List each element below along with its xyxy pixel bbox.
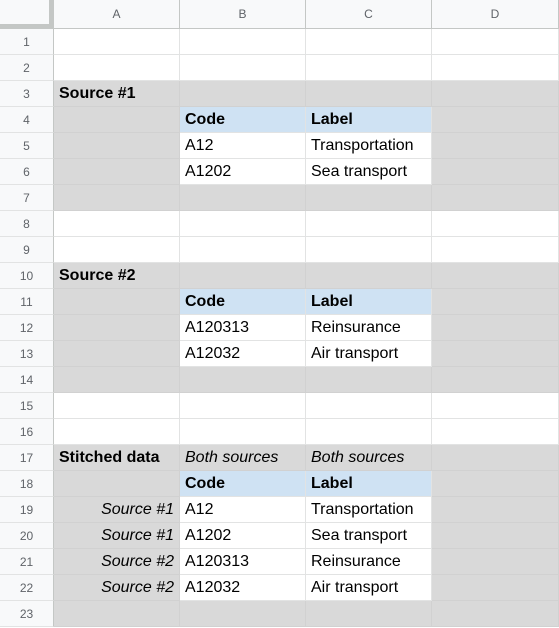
cell-d4[interactable] (432, 107, 559, 133)
cell-a20[interactable] (54, 523, 180, 549)
cell-a10[interactable] (54, 263, 180, 289)
column-header-c[interactable]: C (306, 0, 432, 29)
cell-b17[interactable] (180, 445, 306, 471)
row-header-5[interactable]: 5 (0, 133, 54, 159)
row-header-17[interactable]: 17 (0, 445, 54, 471)
cell-a13[interactable] (54, 341, 180, 367)
cell-b13[interactable] (180, 341, 306, 367)
cell-c11[interactable] (306, 289, 432, 315)
cell-c18[interactable] (306, 471, 432, 497)
cell-a16[interactable] (54, 419, 180, 445)
cell-c17[interactable] (306, 445, 432, 471)
row-header-21[interactable]: 21 (0, 549, 54, 575)
cell-d9[interactable] (432, 237, 559, 263)
cell-text-c20: Sea transport (311, 526, 408, 544)
cell-b5[interactable] (180, 133, 306, 159)
cell-c12[interactable] (306, 315, 432, 341)
cell-c20[interactable] (306, 523, 432, 549)
cell-d16[interactable] (432, 419, 559, 445)
cell-d5[interactable] (432, 133, 559, 159)
cell-b15[interactable] (180, 393, 306, 419)
row-header-2[interactable]: 2 (0, 55, 54, 81)
row-header-9[interactable]: 9 (0, 237, 54, 263)
cell-b11[interactable] (180, 289, 306, 315)
cell-text-b5: A12 (185, 136, 214, 154)
cell-text-b4: Code (185, 110, 225, 128)
cell-d1[interactable] (432, 29, 559, 55)
cell-b3[interactable] (180, 81, 306, 107)
cell-text-c17: Both sources (311, 448, 405, 466)
cell-d3[interactable] (432, 81, 559, 107)
row-header-6[interactable]: 6 (0, 159, 54, 185)
cell-c21[interactable] (306, 549, 432, 575)
cell-d13[interactable] (432, 341, 559, 367)
cell-d19[interactable] (432, 497, 559, 523)
row-header-20[interactable]: 20 (0, 523, 54, 549)
cell-a2[interactable] (54, 55, 180, 81)
row-header-12[interactable]: 12 (0, 315, 54, 341)
cell-a4[interactable] (54, 107, 180, 133)
cell-text-c22: Air transport (311, 578, 399, 596)
cell-d2[interactable] (432, 55, 559, 81)
cell-text-a19: Source #1 (101, 500, 174, 518)
cell-b2[interactable] (180, 55, 306, 81)
cell-text-b17: Both sources (185, 448, 279, 466)
cell-d12[interactable] (432, 315, 559, 341)
cell-c13[interactable] (306, 341, 432, 367)
cell-b12[interactable] (180, 315, 306, 341)
cell-c14[interactable] (306, 367, 432, 393)
cell-a12[interactable] (54, 315, 180, 341)
cell-c3[interactable] (306, 81, 432, 107)
cell-text-b11: Code (185, 292, 225, 310)
cell-c2[interactable] (306, 55, 432, 81)
cell-d8[interactable] (432, 211, 559, 237)
cell-text-b22: A12032 (185, 578, 241, 596)
cell-b10[interactable] (180, 263, 306, 289)
cell-a1[interactable] (54, 29, 180, 55)
cell-a15[interactable] (54, 393, 180, 419)
row-header-13[interactable]: 13 (0, 341, 54, 367)
row-header-18[interactable]: 18 (0, 471, 54, 497)
cell-text-b20: A1202 (185, 526, 232, 544)
cell-d15[interactable] (432, 393, 559, 419)
row-header-14[interactable]: 14 (0, 367, 54, 393)
cell-b19[interactable] (180, 497, 306, 523)
row-header-3[interactable]: 3 (0, 81, 54, 107)
row-header-11[interactable]: 11 (0, 289, 54, 315)
row-header-1[interactable]: 1 (0, 29, 54, 55)
cell-d23[interactable] (432, 601, 559, 627)
cell-a6[interactable] (54, 159, 180, 185)
freeze-handle-horizontal[interactable] (0, 24, 54, 28)
cell-c1[interactable] (306, 29, 432, 55)
cell-a11[interactable] (54, 289, 180, 315)
cell-d14[interactable] (432, 367, 559, 393)
cell-c23[interactable] (306, 601, 432, 627)
cell-d21[interactable] (432, 549, 559, 575)
cell-text-a3: Source #1 (59, 84, 136, 102)
cell-b18[interactable] (180, 471, 306, 497)
cell-text-c21: Reinsurance (311, 552, 401, 570)
cell-c10[interactable] (306, 263, 432, 289)
cell-c6[interactable] (306, 159, 432, 185)
cell-text-c4: Label (311, 110, 353, 128)
cell-b23[interactable] (180, 601, 306, 627)
cell-a22[interactable] (54, 575, 180, 601)
cell-d7[interactable] (432, 185, 559, 211)
select-all-corner[interactable] (0, 0, 54, 29)
cell-d18[interactable] (432, 471, 559, 497)
cell-d20[interactable] (432, 523, 559, 549)
cell-a8[interactable] (54, 211, 180, 237)
cell-a7[interactable] (54, 185, 180, 211)
row-header-23[interactable]: 23 (0, 601, 54, 627)
cell-a17[interactable] (54, 445, 180, 471)
cell-b20[interactable] (180, 523, 306, 549)
cell-text-a21: Source #2 (101, 552, 174, 570)
cell-b16[interactable] (180, 419, 306, 445)
cell-text-b18: Code (185, 474, 225, 492)
cell-b14[interactable] (180, 367, 306, 393)
cell-c8[interactable] (306, 211, 432, 237)
cell-b7[interactable] (180, 185, 306, 211)
cell-c5[interactable] (306, 133, 432, 159)
cell-text-c6: Sea transport (311, 162, 408, 180)
row-header-4[interactable]: 4 (0, 107, 54, 133)
cell-a9[interactable] (54, 237, 180, 263)
cell-c15[interactable] (306, 393, 432, 419)
cell-b6[interactable] (180, 159, 306, 185)
cell-text-a17: Stitched data (59, 448, 160, 466)
cell-c4[interactable] (306, 107, 432, 133)
cell-a23[interactable] (54, 601, 180, 627)
cell-text-c12: Reinsurance (311, 318, 401, 336)
cell-d10[interactable] (432, 263, 559, 289)
cell-text-b21: A120313 (185, 552, 250, 570)
cell-d11[interactable] (432, 289, 559, 315)
cell-c9[interactable] (306, 237, 432, 263)
cell-c7[interactable] (306, 185, 432, 211)
cell-d6[interactable] (432, 159, 559, 185)
cell-a5[interactable] (54, 133, 180, 159)
cell-b9[interactable] (180, 237, 306, 263)
cell-text-c19: Transportation (311, 500, 414, 518)
cell-text-a10: Source #2 (59, 266, 136, 284)
row-header-16[interactable]: 16 (0, 419, 54, 445)
cell-d17[interactable] (432, 445, 559, 471)
row-header-19[interactable]: 19 (0, 497, 54, 523)
cell-c16[interactable] (306, 419, 432, 445)
row-header-8[interactable]: 8 (0, 211, 54, 237)
column-header-a[interactable]: A (54, 0, 180, 29)
cell-text-c18: Label (311, 474, 353, 492)
row-header-22[interactable]: 22 (0, 575, 54, 601)
cell-text-b19: A12 (185, 500, 214, 518)
cell-a14[interactable] (54, 367, 180, 393)
cell-a3[interactable] (54, 81, 180, 107)
cell-b4[interactable] (180, 107, 306, 133)
cell-a18[interactable] (54, 471, 180, 497)
cell-a19[interactable] (54, 497, 180, 523)
cell-a21[interactable] (54, 549, 180, 575)
column-header-d[interactable]: D (432, 0, 559, 29)
cell-c19[interactable] (306, 497, 432, 523)
cell-text-c13: Air transport (311, 344, 399, 362)
cell-b1[interactable] (180, 29, 306, 55)
cell-d22[interactable] (432, 575, 559, 601)
cell-b8[interactable] (180, 211, 306, 237)
cell-b21[interactable] (180, 549, 306, 575)
column-header-b[interactable]: B (180, 0, 306, 29)
row-header-10[interactable]: 10 (0, 263, 54, 289)
cell-text-b12: A120313 (185, 318, 250, 336)
cell-b22[interactable] (180, 575, 306, 601)
row-header-7[interactable]: 7 (0, 185, 54, 211)
cell-text-b13: A12032 (185, 344, 241, 362)
cell-text-c11: Label (311, 292, 353, 310)
cell-text-a20: Source #1 (101, 526, 174, 544)
cell-text-c5: Transportation (311, 136, 414, 154)
cell-text-a22: Source #2 (101, 578, 174, 596)
row-header-15[interactable]: 15 (0, 393, 54, 419)
cell-c22[interactable] (306, 575, 432, 601)
cell-text-b6: A1202 (185, 162, 232, 180)
